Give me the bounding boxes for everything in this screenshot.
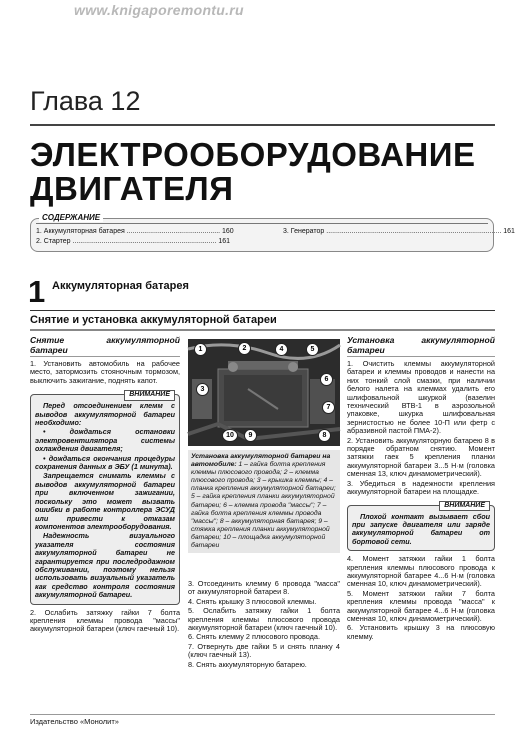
battery-photo: [188, 339, 340, 446]
section-title: Аккумуляторная батарея: [52, 280, 189, 292]
toc-item-battery[interactable]: 1. Аккумуляторная батарея ................................................ 160: [36, 228, 234, 235]
table-of-contents: [30, 213, 515, 252]
right-column: [347, 336, 495, 642]
installation-heading: Установка аккумуляторной батареи: [347, 336, 495, 357]
section-number: 1: [28, 274, 46, 309]
section-divider: [30, 310, 495, 311]
install-step-5: 5. Момент затяжки гайки 7 болта крепления клеммы провода "масса" к аккумуляторной батарее 4...6 Н·м (головка сменная 10, ключ динамометрический).: [347, 588, 495, 623]
callout-8: 8: [318, 429, 331, 442]
warning-text-1: Перед отсоединением клемм с выводов аккумуляторной батареи необходимо:: [35, 401, 175, 428]
publisher-footer: Издательство «Монолит»: [30, 717, 119, 726]
callout-6: 6: [320, 373, 333, 386]
toc-item-generator[interactable]: 3. Генератор .......................................................................................... 161: [283, 228, 515, 235]
middle-column: [188, 580, 340, 670]
removal-step-7: 7. Отвернуть две гайки 5 и снять планку 4 (ключ гаечный 13).: [188, 641, 340, 660]
title-line-1: ЭЛЕКТРООБОРУДОВАНИЕ: [30, 136, 476, 173]
warning-text-4: Запрещается снимать клеммы с выводов аккумуляторной батареи при включенном зажигании, поскольку это может вызвать ошибки в работе контроллера ЭСУД или привести к отказам компонентов электрооборудования.: [35, 471, 175, 531]
callout-9: 9: [244, 429, 257, 442]
removal-step-3: 3. Отсоединить клемму 6 провода "масса" от аккумуляторной батареи 8.: [188, 579, 340, 597]
chapter-label: Глава 12: [30, 86, 141, 116]
removal-step-4: 4. Снять крышку 3 плюсовой клеммы.: [188, 596, 317, 606]
title-line-2: ДВИГАТЕЛЯ: [30, 170, 234, 207]
caption-heading: Установка аккумуляторной батареи на автомобиле:: [191, 453, 331, 469]
footer-divider: [30, 714, 495, 715]
toc-heading: СОДЕРЖАНИЕ: [39, 213, 103, 222]
page-title: [30, 138, 476, 206]
callout-4: 4: [275, 343, 288, 356]
callout-5: 5: [306, 343, 319, 356]
install-step-3: 3. Убедиться в надежности крепления аккумуляторной батареи на площадке.: [347, 478, 495, 497]
warning-label-install: ВНИМАНИЕ: [439, 501, 490, 511]
removal-step-1: 1. Установить автомобиль на рабочее место, затормозить стояночным тормозом, выключить зажигание, поднять капот.: [30, 359, 180, 385]
callout-1: 1: [194, 343, 207, 356]
callout-2: 2: [238, 342, 251, 355]
watermark: www.knigaporemontu.ru: [74, 2, 244, 18]
warning-text-5: Надежность визуального указателя состояния аккумуляторной батареи не гарантируется при последродажном обслуживании, поэтому нельзя использовать визуальный указатель как средство контроля состояния аккумуляторной батареи.: [35, 531, 175, 600]
warning-box-install: [347, 501, 495, 552]
callout-10: 10: [222, 429, 238, 442]
chapter-divider: [30, 124, 495, 126]
figure-caption: [188, 450, 340, 553]
removal-step-5: 5. Ослабить затяжку гайки 1 болта крепления клеммы плюсового провода аккумуляторной батареи (ключ гаечный 10).: [188, 606, 340, 633]
removal-heading: Снятие аккумуляторной батареи: [30, 336, 180, 357]
removal-step-8: 8. Снять аккумуляторную батарею.: [188, 659, 307, 669]
engine-bay-illustration: [188, 339, 340, 446]
warning-text-3: • дождаться окончания процедуры сохранения данных в ЭБУ (1 минута).: [35, 453, 175, 472]
toc-item-starter[interactable]: 2. Стартер .......................................................................... 161: [36, 238, 230, 245]
caption-body: 1 – гайка болта крепления клеммы плюсового провода; 2 – клемма плюсового провода; 3 – крышка клеммы; 4 – планка крепления аккумуляторной батареи; 5 – гайка крепления планки аккумуляторной батареи; 6 – клемма провода "массы"; 7 – гайка болта крепления клеммы провода "массы"; 8 – аккумуляторная батарея; 9 – стяжка крепления планки аккумуляторной батареи; 10 – площадка аккумуляторной батареи: [191, 461, 336, 550]
removal-step-2: 2. Ослабить затяжку гайки 7 болта крепления клеммы провода "массы" аккумуляторной батареи (ключ гаечный 10).: [30, 607, 180, 634]
warning-label: ВНИМАНИЕ: [124, 390, 175, 400]
install-step-4: 4. Момент затяжки гайки 1 болта крепления клеммы плюсового провода к аккумуляторной батарее 4...6 Н·м (головка сменная 10, ключ динамометрический).: [347, 554, 495, 589]
install-step-2: 2. Установить аккумуляторную батарею 8 в порядке обратном снятию. Момент затяжки гаек 5 крепления планки аккумуляторной батареи 3...5 Н·м (головка сменная 13, ключ динамометрический).: [347, 435, 495, 479]
callout-3: 3: [196, 383, 209, 396]
warning-text-install: Плохой контакт вызывает сбои при запуске двигателя или заряде аккумуляторной батареи от бортовой сети.: [352, 511, 490, 546]
left-column: [30, 336, 180, 635]
warning-text-2: • дождаться остановки электровентилятора системы охлаждения двигателя;: [35, 427, 175, 454]
install-step-6: 6. Установить крышку 3 на плюсовую клемму.: [347, 623, 495, 641]
install-step-1: 1. Очистить клеммы аккумуляторной батареи и клеммы проводов и нанести на них тонкий слой смазки, при наличии белого налета на клеммах удалить его шлифовальной шкуркой (вазелин технический ВТВ-1 в аэрозольной упаковке, шкурка шлифовальная зернистостью не более 10-П или фетр с абразивной пастой ПМА-2).: [347, 359, 495, 436]
removal-step-6: 6. Снять клемму 2 плюсового провода.: [188, 632, 321, 642]
toc-divider: [36, 223, 488, 224]
warning-box: [30, 391, 180, 604]
subsection-title: Снятие и установка аккумуляторной батареи: [30, 314, 277, 326]
subsection-divider: [30, 329, 495, 331]
callout-7: 7: [322, 401, 335, 414]
